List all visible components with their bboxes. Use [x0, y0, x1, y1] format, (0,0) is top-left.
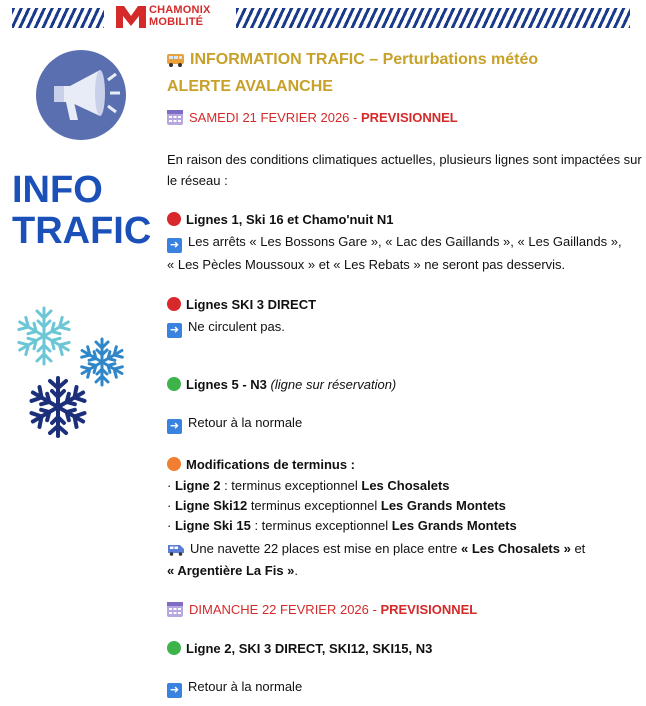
terminus-item [167, 516, 517, 536]
block1-line1-row [167, 232, 622, 253]
block2-line1-row [167, 317, 285, 338]
terminus-text: : terminus exceptionnel [220, 478, 362, 493]
terminus-item [167, 496, 506, 516]
bullet: · [167, 478, 175, 493]
block5-line1: Retour à la normale [188, 679, 303, 694]
block3-heading: Lignes 5 - N3 [186, 377, 271, 392]
info-trafic-heading [12, 170, 151, 252]
green-circle-icon [167, 377, 181, 391]
bulletin-title-row [167, 50, 538, 70]
logo-mark-icon [116, 4, 146, 28]
right-arrow-icon: ➜ [167, 683, 182, 698]
day2-date-row [167, 600, 477, 620]
block4-heading-row [167, 455, 355, 475]
block1-line1: Les arrêts « Les Bossons Gare », « Lac des Gaillands », « Les Gaillands », [188, 234, 622, 249]
minibus-icon [167, 543, 185, 556]
shuttle-stop2: « Argentière La Fis » [167, 563, 295, 578]
block4-heading: Modifications de terminus : [186, 457, 356, 472]
snowflake-icon [26, 374, 90, 440]
block1-line2: « Les Pècles Moussoux » et « Les Rebats » ne seront pas desservis. [167, 257, 566, 272]
info-word: INFO [12, 169, 103, 211]
red-circle-icon [167, 212, 181, 226]
right-arrow-icon: ➜ [167, 323, 182, 338]
terminus-line: Ligne 2 [174, 478, 221, 493]
trafic-word: TRAFIC [12, 210, 152, 252]
red-circle-icon [167, 297, 181, 311]
block3-heading-note: (ligne sur réservation) [270, 377, 397, 392]
bulletin-subtitle: ALERTE AVALANCHE [167, 78, 333, 95]
terminus-stop: Les Grands Montets [391, 518, 517, 533]
brand-logo [116, 4, 211, 28]
day2-status: PREVISIONNEL [380, 602, 478, 617]
shuttle-text: Une navette 22 places est mise en place entre [190, 541, 461, 556]
block5-heading: Ligne 2, SKI 3 DIRECT, SKI12, SKI15, N3 [186, 641, 433, 656]
calendar-icon [167, 110, 183, 125]
green-circle-icon [167, 641, 181, 655]
block2-line1: Ne circulent pas. [188, 319, 285, 334]
header-stripes-right [236, 8, 630, 28]
shuttle-row2 [167, 561, 298, 581]
intro-line2: le réseau : [167, 173, 228, 188]
shuttle-row [167, 539, 585, 559]
right-arrow-icon: ➜ [167, 419, 182, 434]
bullet: · [167, 498, 175, 513]
terminus-stop: Les Grands Montets [380, 498, 506, 513]
day2-date: DIMANCHE 22 FEVRIER 2026 - [189, 602, 381, 617]
brand-line2: MOBILITÉ [149, 16, 204, 28]
right-arrow-icon: ➜ [167, 238, 182, 253]
brand-name [149, 4, 211, 28]
block3-heading-row [167, 375, 396, 395]
block1-heading-row [167, 210, 394, 230]
bullet: · [167, 518, 175, 533]
block2-heading-row [167, 295, 316, 315]
terminus-line: Ligne Ski 15 [174, 518, 251, 533]
block1-heading: Lignes 1, Ski 16 et Chamo'nuit N1 [186, 212, 394, 227]
shuttle-and: et [570, 541, 586, 556]
terminus-stop: Les Chosalets [361, 478, 450, 493]
shuttle-end: . [294, 563, 299, 578]
block5-line1-row [167, 677, 302, 698]
shuttle-stop1: « Les Chosalets » [461, 541, 571, 556]
snowflake-icon [14, 304, 74, 368]
day1-status: PREVISIONNEL [360, 110, 458, 125]
terminus-text: : terminus exceptionnel [250, 518, 392, 533]
terminus-text: terminus exceptionnel [247, 498, 381, 513]
day1-date: SAMEDI 21 FEVRIER 2026 - [189, 110, 361, 125]
header-stripes-left [12, 8, 104, 28]
bus-icon [167, 53, 185, 67]
terminus-item [167, 476, 450, 496]
block3-line1-row [167, 413, 302, 434]
bulletin-title: INFORMATION TRAFIC – Perturbations météo [190, 51, 539, 68]
block5-heading-row [167, 639, 432, 659]
calendar-icon [167, 602, 183, 617]
terminus-line: Ligne Ski12 [174, 498, 248, 513]
block2-heading: Lignes SKI 3 DIRECT [186, 297, 317, 312]
day1-date-row [167, 108, 458, 128]
intro-line1: En raison des conditions climatiques actuelles, plusieurs lignes sont impactées sur [167, 152, 642, 167]
megaphone-badge [36, 50, 126, 140]
megaphone-icon [36, 50, 126, 140]
block3-line1: Retour à la normale [188, 415, 303, 430]
orange-circle-icon [167, 457, 181, 471]
brand-line1: CHAMONIX [149, 4, 211, 16]
